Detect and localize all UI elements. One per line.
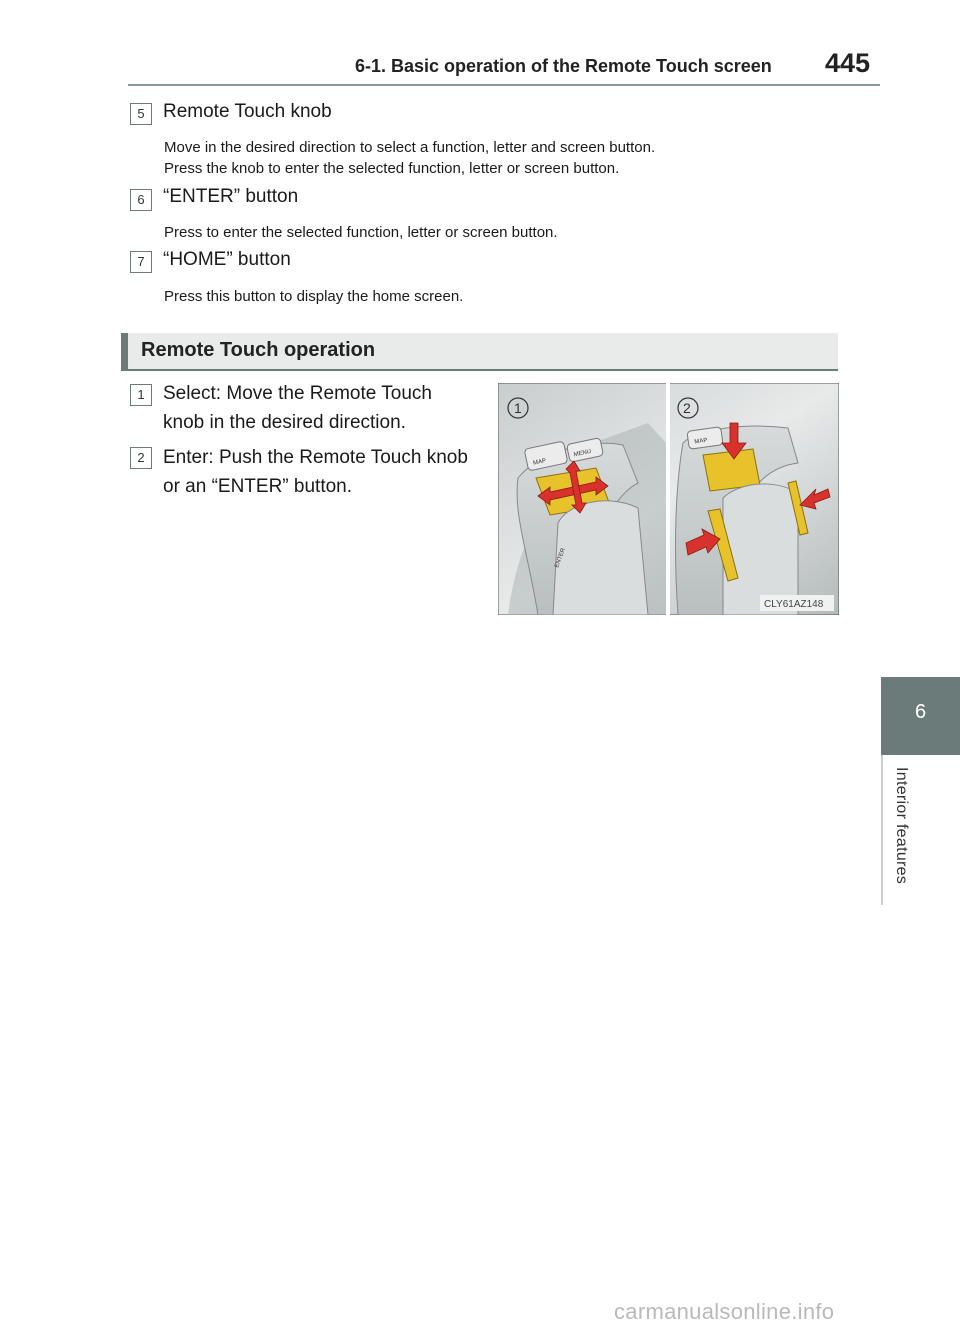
item-title: “HOME” button (163, 249, 291, 270)
item-description (164, 222, 558, 243)
description-line: Press to enter the selected function, letter or screen button. (164, 224, 558, 241)
step-line: knob in the desired direction. (163, 412, 406, 433)
description-line: Press the knob to enter the selected function, letter or screen button. (164, 160, 620, 177)
chapter-number: 6 (914, 701, 927, 723)
figure-code: CLY61AZ148 (764, 599, 824, 610)
section-heading: Remote Touch operation (141, 339, 376, 361)
step-line: or an “ENTER” button. (163, 476, 353, 497)
chapter-label: Interior features (893, 767, 910, 885)
item-badge: 7 (130, 251, 152, 273)
section-header (121, 333, 838, 371)
watermark: carmanualsonline.info (614, 1299, 835, 1324)
panel-label: 1 (514, 400, 522, 416)
map-button-label: MAP (694, 437, 708, 446)
step-line: Select: Move the Remote Touch (163, 383, 432, 404)
step-badge: 2 (130, 447, 152, 469)
page-number: 445 (825, 48, 871, 78)
item-badge: 5 (130, 103, 152, 125)
enter-button-label: ENTER (554, 547, 567, 569)
step-text (163, 443, 481, 501)
item-title: “ENTER” button (163, 186, 299, 207)
item-description (164, 137, 655, 179)
remote-touch-figure (498, 383, 839, 615)
item-badge: 6 (130, 189, 152, 211)
item-title: Remote Touch knob (163, 101, 332, 122)
chapter-rule (881, 755, 883, 905)
section-title: 6-1. Basic operation of the Remote Touch screen (355, 56, 772, 76)
panel-label: 2 (683, 400, 691, 416)
remote-touch-illustration (498, 383, 839, 615)
step-text (163, 379, 481, 437)
description-line: Move in the desired direction to select a function, letter and screen button. (164, 139, 656, 156)
header-rule (128, 84, 880, 86)
description-line: Press this button to display the home screen. (164, 288, 464, 305)
map-button-label: MAP (532, 458, 547, 467)
step-badge: 1 (130, 384, 152, 406)
page-header (0, 0, 960, 86)
chapter-tab[interactable] (881, 677, 960, 755)
item-description (164, 286, 463, 307)
menu-button-label: MENU (573, 448, 592, 459)
step-line: Enter: Push the Remote Touch knob (163, 447, 468, 468)
